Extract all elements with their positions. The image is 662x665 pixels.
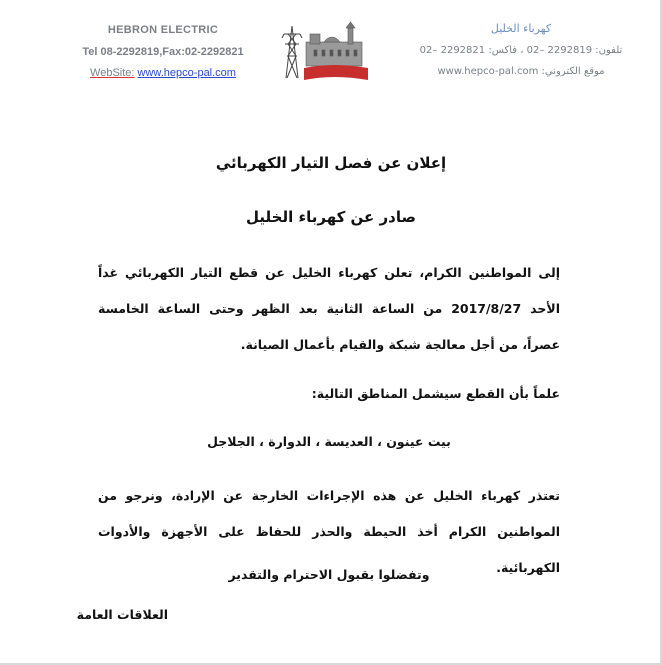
announcement-paragraph-1: إلى المواطنين الكرام، تعلن كهرباء الخليل عن قطع التيار الكهربائي غداً الأحد 2017/8/27 من الساعة الثانية بعد الظهر وحتى الساعة الخامسة عصراً، من أجل معالجة شبكة والقيام بأعمال الصيانة. [98,265,560,352]
company-name-ar: كهرباء الخليل [490,22,552,35]
website-label: WebSite: [90,67,135,79]
signature: العلاقات العامة [76,607,168,622]
header-arabic [396,22,646,77]
transmission-tower-icon [282,26,302,78]
website-link[interactable]: www.hepco-pal.com [137,67,236,79]
website-ar: موقع الكتروني: www.hepco-pal.com [437,66,605,77]
logo-banner [304,65,368,80]
phone-fax-en: Tel 08-2292819,Fax:02-2292821 [82,46,244,58]
city-skyline-icon [306,22,362,66]
announcement-paragraph-3: تعتذر كهرباء الخليل عن هذه الإجراءات الخارجة عن الإرادة، ونرجو من المواطنين الكرام أخذ الحيطة والحذر للحفاظ على الأجهزة والأدوات الكهربائية. [98,488,560,575]
announcement-title: إعلان عن فصل التيار الكهربائي [215,154,447,172]
announcement-subtitle: صادر عن كهرباء الخليل [246,208,416,226]
closing-line: وتفضلوا بقبول الاحترام والتقدير [228,567,430,582]
phone-fax-ar: تلفون: 2292819 –02 ، فاكس: 2292821 –02 [419,45,623,56]
company-name-en: HEBRON ELECTRIC [107,24,219,36]
company-logo [278,20,378,86]
header-english [78,24,248,79]
website-en [78,67,248,79]
announcement-paragraph-2: علماً بأن القطع سيشمل المناطق التالية: [311,386,560,401]
affected-areas: بيت عينون ، العديسة ، الدوارة ، الجلاجل [207,434,451,449]
